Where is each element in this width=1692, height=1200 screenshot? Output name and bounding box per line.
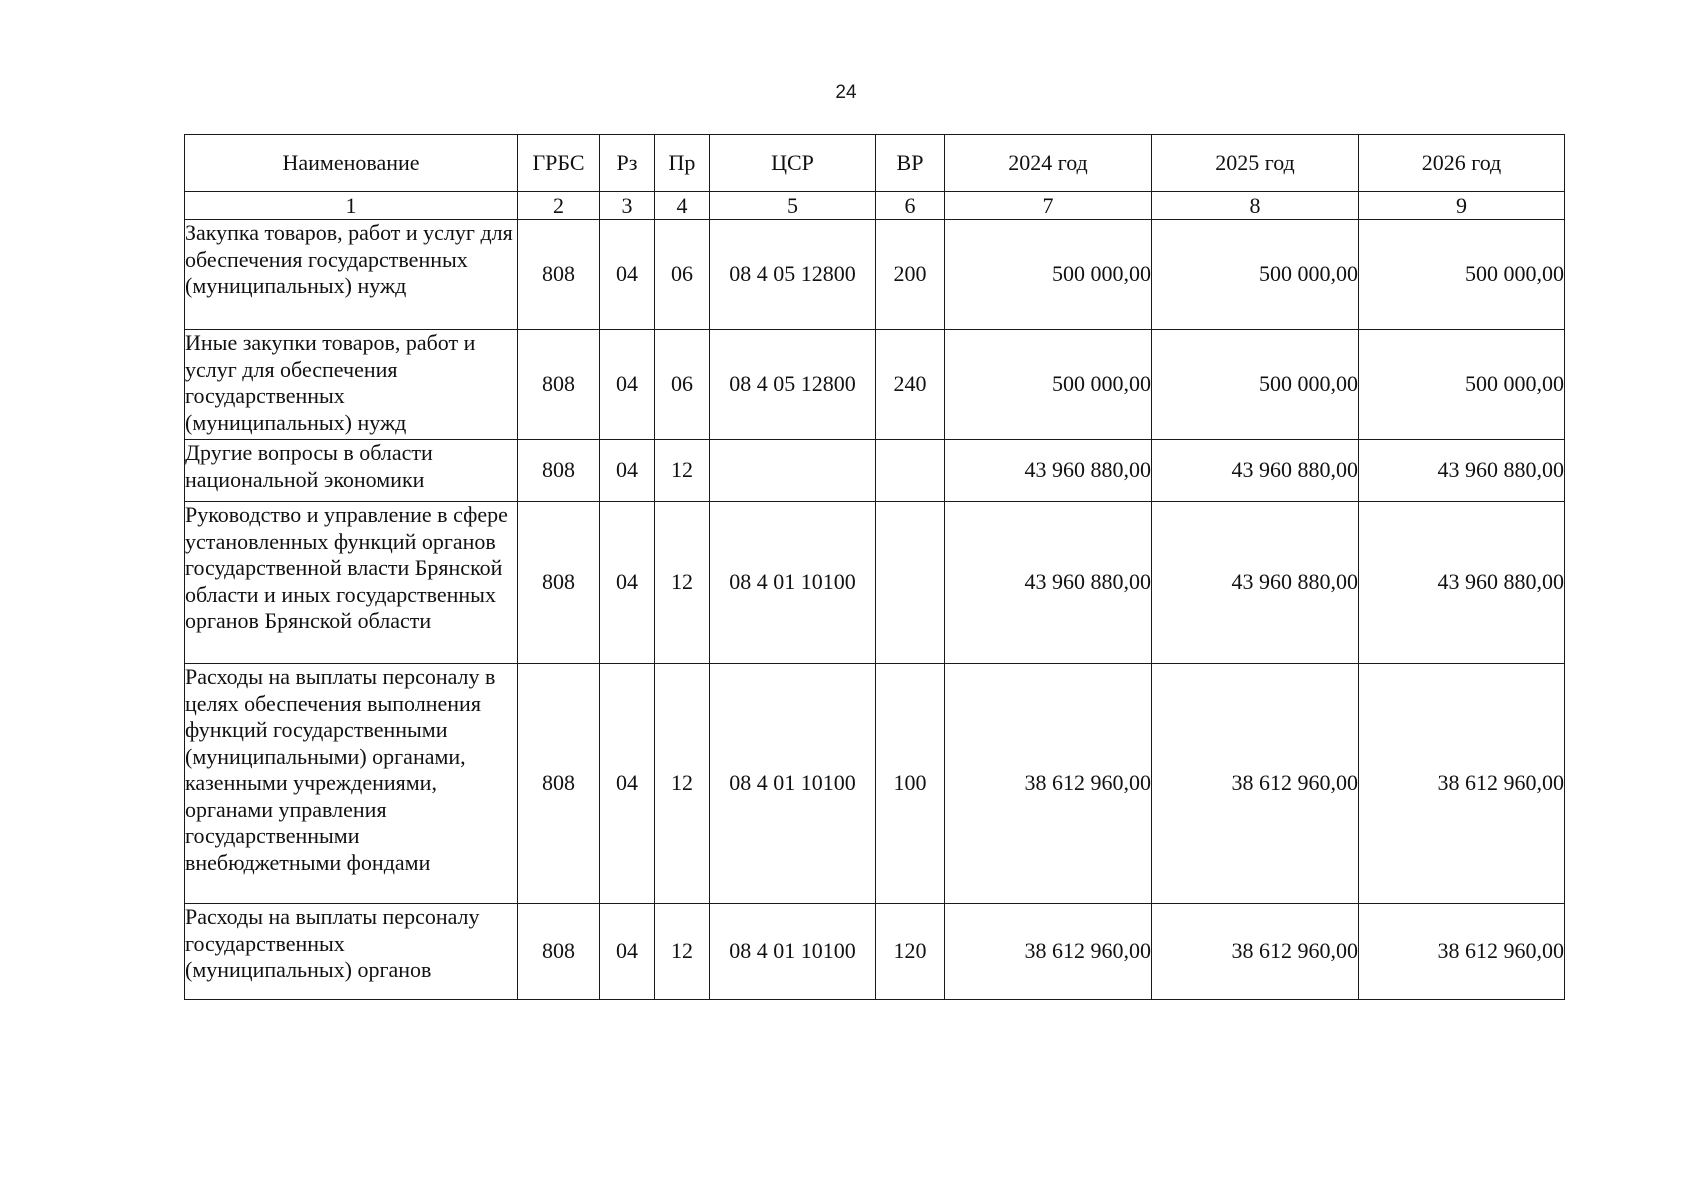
column-number: 6 — [876, 192, 945, 220]
header-row — [185, 135, 1565, 192]
table-row — [185, 330, 1565, 440]
row-pr: 06 — [655, 220, 710, 330]
table-row — [185, 904, 1565, 1000]
row-amount-2026: 38 612 960,00 — [1359, 664, 1565, 904]
row-rz: 04 — [600, 440, 655, 502]
row-csr: 08 4 05 12800 — [710, 330, 876, 440]
header-cell-2024: 2024 год — [945, 135, 1152, 192]
row-pr: 12 — [655, 502, 710, 664]
row-rz: 04 — [600, 664, 655, 904]
header-cell-vr: ВР — [876, 135, 945, 192]
row-csr: 08 4 01 10100 — [710, 502, 876, 664]
row-amount-2025: 43 960 880,00 — [1152, 502, 1359, 664]
row-pr: 12 — [655, 440, 710, 502]
row-amount-2026: 500 000,00 — [1359, 220, 1565, 330]
row-name: Другие вопросы в области национальной экономики — [185, 440, 518, 502]
row-amount-2026: 43 960 880,00 — [1359, 502, 1565, 664]
row-amount-2024: 38 612 960,00 — [945, 904, 1152, 1000]
table-row — [185, 664, 1565, 904]
row-pr: 06 — [655, 330, 710, 440]
row-csr: 08 4 05 12800 — [710, 220, 876, 330]
row-grbs: 808 — [518, 220, 600, 330]
row-grbs: 808 — [518, 502, 600, 664]
row-name: Руководство и управление в сфере установленных функций органов государственной власти Брянской области и иных государственных органов Брянской области — [185, 502, 518, 664]
row-vr: 240 — [876, 330, 945, 440]
header-cell-csr: ЦСР — [710, 135, 876, 192]
row-vr: 120 — [876, 904, 945, 1000]
row-amount-2026: 500 000,00 — [1359, 330, 1565, 440]
column-number-row — [185, 192, 1565, 220]
row-name: Закупка товаров, работ и услуг для обеспечения государственных (муниципальных) нужд — [185, 220, 518, 330]
row-rz: 04 — [600, 502, 655, 664]
row-grbs: 808 — [518, 330, 600, 440]
page-number: 24 — [835, 82, 857, 103]
row-csr: 08 4 01 10100 — [710, 664, 876, 904]
row-grbs: 808 — [518, 664, 600, 904]
column-number: 4 — [655, 192, 710, 220]
column-number: 1 — [185, 192, 518, 220]
budget-table — [184, 134, 1565, 1000]
column-number: 2 — [518, 192, 600, 220]
column-number: 7 — [945, 192, 1152, 220]
column-number: 9 — [1359, 192, 1565, 220]
row-amount-2024: 500 000,00 — [945, 330, 1152, 440]
row-amount-2024: 43 960 880,00 — [945, 502, 1152, 664]
row-pr: 12 — [655, 664, 710, 904]
table-row — [185, 440, 1565, 502]
row-amount-2024: 43 960 880,00 — [945, 440, 1152, 502]
row-name: Иные закупки товаров, работ и услуг для обеспечения государственных (муниципальных) нужд — [185, 330, 518, 440]
header-cell-name: Наименование — [185, 135, 518, 192]
header-cell-grbs: ГРБС — [518, 135, 600, 192]
row-rz: 04 — [600, 904, 655, 1000]
row-amount-2025: 43 960 880,00 — [1152, 440, 1359, 502]
row-vr: 100 — [876, 664, 945, 904]
row-csr: 08 4 01 10100 — [710, 904, 876, 1000]
row-amount-2024: 500 000,00 — [945, 220, 1152, 330]
row-amount-2025: 500 000,00 — [1152, 220, 1359, 330]
column-number: 8 — [1152, 192, 1359, 220]
row-vr: 200 — [876, 220, 945, 330]
row-amount-2025: 38 612 960,00 — [1152, 664, 1359, 904]
row-amount-2025: 38 612 960,00 — [1152, 904, 1359, 1000]
header-cell-2025: 2025 год — [1152, 135, 1359, 192]
row-name: Расходы на выплаты персоналу государственных (муниципальных) органов — [185, 904, 518, 1000]
row-amount-2024: 38 612 960,00 — [945, 664, 1152, 904]
column-number: 3 — [600, 192, 655, 220]
row-name: Расходы на выплаты персоналу в целях обеспечения выполнения функций государственными (муниципальными) органами, казенными учреждениями, органами управления государственными внебюджетными фондами — [185, 664, 518, 904]
row-amount-2026: 38 612 960,00 — [1359, 904, 1565, 1000]
header-cell-rz: Рз — [600, 135, 655, 192]
table-row — [185, 220, 1565, 330]
row-amount-2026: 43 960 880,00 — [1359, 440, 1565, 502]
table-row — [185, 502, 1565, 664]
row-vr — [876, 440, 945, 502]
row-grbs: 808 — [518, 440, 600, 502]
column-number: 5 — [710, 192, 876, 220]
row-rz: 04 — [600, 330, 655, 440]
header-cell-pr: Пр — [655, 135, 710, 192]
row-amount-2025: 500 000,00 — [1152, 330, 1359, 440]
header-cell-2026: 2026 год — [1359, 135, 1565, 192]
row-csr — [710, 440, 876, 502]
row-vr — [876, 502, 945, 664]
row-pr: 12 — [655, 904, 710, 1000]
row-rz: 04 — [600, 220, 655, 330]
row-grbs: 808 — [518, 904, 600, 1000]
